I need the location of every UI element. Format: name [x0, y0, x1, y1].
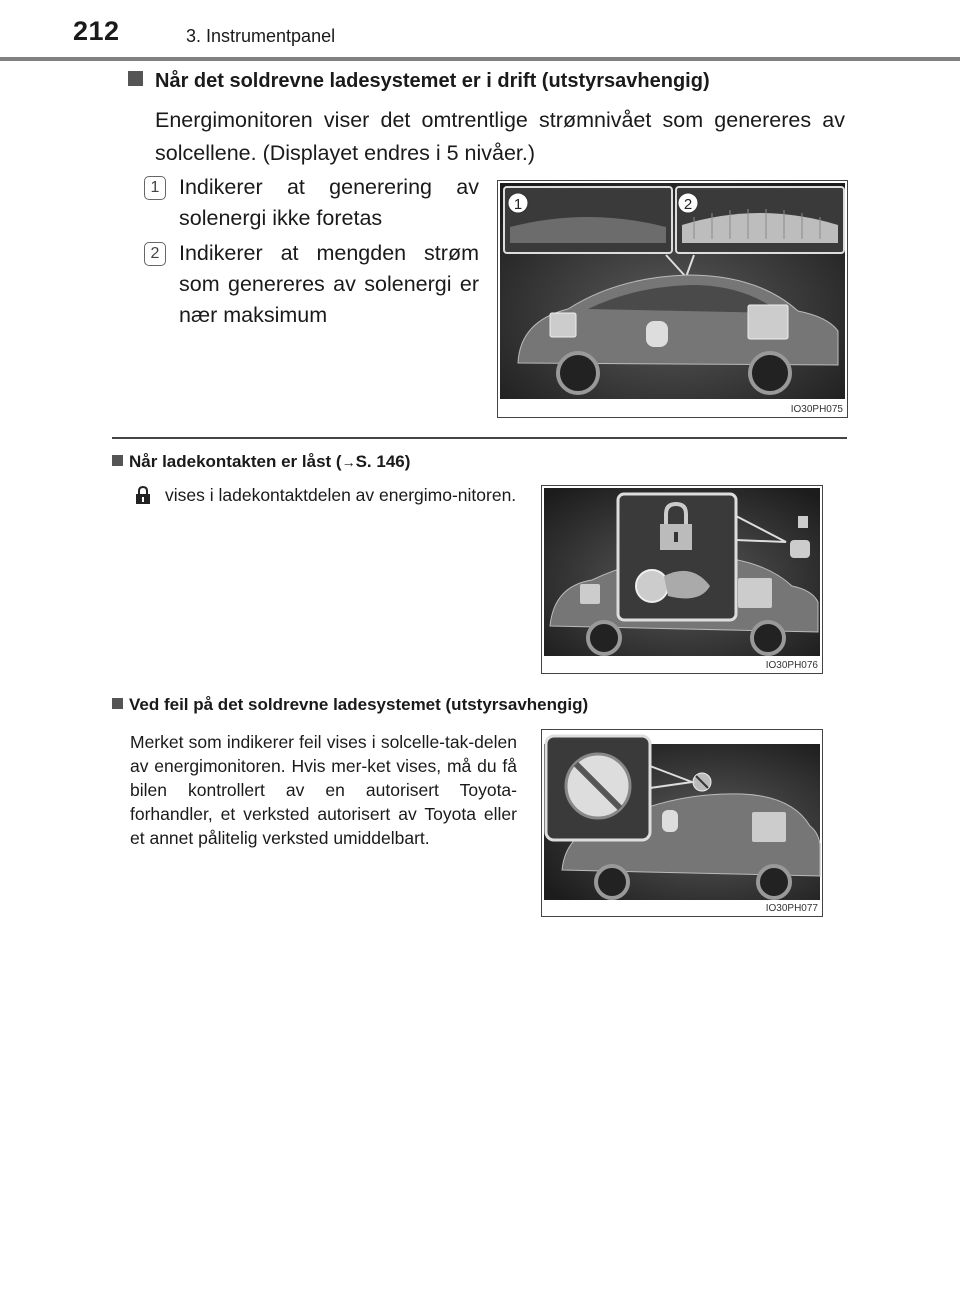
heading-fault-text: Ved feil på det soldrevne ladesystemet (utstyrsavhengig) — [129, 695, 589, 714]
solar-paragraph: Energimonitoren viser det omtrentlige strømnivået som genereres av solcellene. (Displayet endres i 5 nivåer.) — [155, 108, 845, 165]
figure-lock-monitor — [541, 485, 823, 674]
list-item — [144, 238, 479, 331]
bullet-square-icon — [112, 698, 123, 709]
figure-solar-monitor — [497, 180, 848, 418]
header-rule — [0, 57, 960, 61]
solar-monitor-illustration — [498, 181, 847, 401]
heading-lock-text: Når ladekontakten er låst ( — [129, 452, 342, 471]
list-item-text: Indikerer at mengden strøm som genereres av solenergi er nær maksimum — [179, 241, 479, 327]
figure-code: IO30PH075 — [790, 404, 843, 415]
bullet-square-icon — [128, 71, 143, 86]
section-heading-text: Når det soldrevne ladesystemet er i drift (utstyrsavhengig) — [155, 70, 710, 92]
fault-monitor-illustration — [542, 730, 822, 902]
lock-paragraph — [130, 483, 517, 507]
bullet-square-icon — [112, 455, 123, 466]
arrow-icon: → — [341, 454, 356, 470]
lock-text: vises i ladekontaktdelen av energimo-nitoren. — [165, 485, 517, 505]
lock-icon — [135, 485, 151, 505]
section-heading-lock — [112, 452, 410, 472]
section-heading-solar — [128, 70, 710, 93]
item-number: 2 — [144, 242, 166, 266]
page-reference: S. 146) — [355, 452, 411, 471]
fault-paragraph: Merket som indikerer feil vises i solcelle-tak-delen av energimonitoren. Hvis mer-ket vises, må du få bilen kontrollert av en autorisert Toyota-forhandler, et verksted autorisert av Toyota eller et annet pålitelig verksted umiddelbart. — [130, 732, 517, 848]
section-heading-fault — [112, 695, 588, 715]
page-number: 212 — [73, 16, 120, 46]
figure-code: IO30PH076 — [765, 660, 818, 671]
svg-text:2: 2 — [683, 196, 693, 213]
figure-fault-monitor — [541, 729, 823, 917]
list-item-text: Indikerer at generering av solenergi ikke foretas — [179, 175, 479, 230]
lock-monitor-illustration — [542, 486, 822, 658]
list-item — [144, 172, 479, 234]
chapter-title: 3. Instrumentpanel — [186, 26, 336, 46]
section-divider — [112, 437, 847, 439]
page-header — [0, 0, 960, 62]
figure-code: IO30PH077 — [765, 903, 818, 914]
item-number: 1 — [144, 176, 166, 200]
svg-text:1: 1 — [513, 196, 523, 213]
